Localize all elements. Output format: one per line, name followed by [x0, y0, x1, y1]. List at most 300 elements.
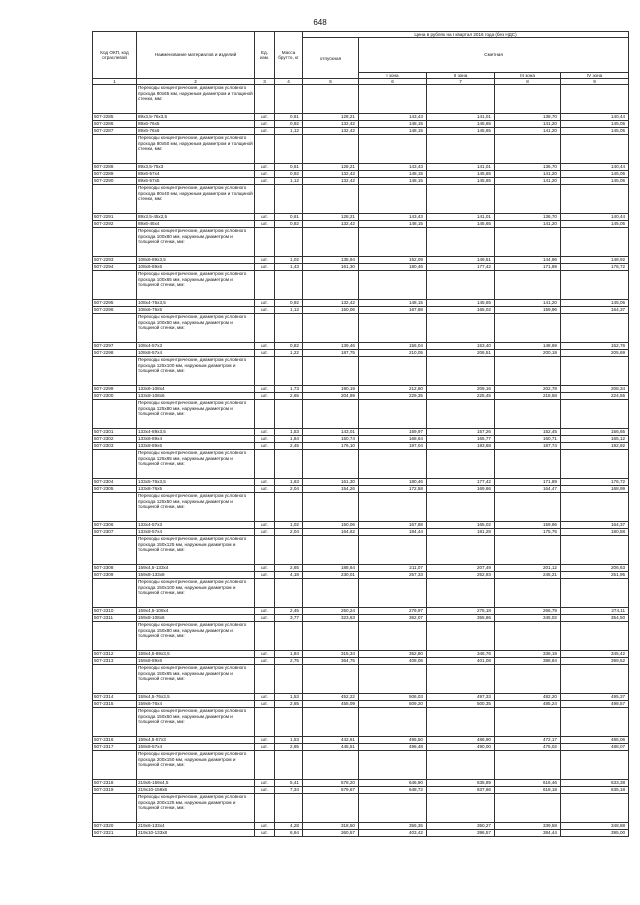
section-title: Переходы концентрические, диаметром условного прохода 125х50 мм, наружным диаметром и толщиной стенки, мм: [137, 493, 255, 522]
header-release: отпускная [303, 38, 359, 79]
row-code: 507-2301 [93, 429, 137, 436]
row-zone-4-price: 180,58 [561, 529, 629, 536]
row-mass: 5,41 [275, 780, 303, 787]
empty-cell [561, 536, 629, 565]
empty-cell [495, 579, 561, 608]
row-release-price: 132,42 [303, 121, 359, 128]
row-zone-2-price: 157,26 [427, 429, 495, 436]
row-zone-3-price: 388,84 [495, 658, 561, 665]
row-mass: 0,92 [275, 171, 303, 178]
header-unit: Ед. изм. [255, 32, 275, 79]
empty-cell [255, 185, 275, 214]
row-zone-1-price: 210,05 [359, 350, 427, 357]
row-mass: 1,02 [275, 257, 303, 264]
empty-cell [303, 228, 359, 257]
row-release-price: 364,75 [303, 658, 359, 665]
row-zone-4-price: 176,72 [561, 479, 629, 486]
row-mass: 3,77 [275, 615, 303, 622]
row-mass: 2,75 [275, 658, 303, 665]
table-row [93, 701, 629, 708]
row-zone-3-price: 141,20 [495, 221, 561, 228]
empty-cell [495, 271, 561, 300]
row-zone-4-price: 395,00 [561, 830, 629, 837]
section-row [93, 794, 629, 823]
row-unit: шт. [255, 443, 275, 450]
row-zone-1-price: 408,06 [359, 658, 427, 665]
empty-cell [303, 400, 359, 429]
row-code: 507-2303 [93, 443, 137, 450]
row-name: 133х5-76х3,5 [137, 479, 255, 486]
row-mass: 0,61 [275, 164, 303, 171]
row-zone-2-price: 490,00 [427, 744, 495, 751]
table-row [93, 522, 629, 529]
row-code: 507-2290 [93, 178, 137, 185]
row-mass: 7,34 [275, 787, 303, 794]
row-release-price: 132,42 [303, 221, 359, 228]
row-release-price: 154,26 [303, 486, 359, 493]
row-zone-2-price: 145,65 [427, 178, 495, 185]
row-zone-2-price: 350,27 [427, 823, 495, 830]
row-unit: шт. [255, 171, 275, 178]
row-code: 507-2311 [93, 615, 137, 622]
table-row [93, 300, 629, 307]
row-zone-4-price: 140,44 [561, 114, 629, 121]
row-mass: 0,61 [275, 214, 303, 221]
empty-cell [93, 185, 137, 214]
col-index: 8 [495, 79, 561, 85]
empty-cell [275, 85, 303, 114]
row-zone-4-price: 168,99 [561, 486, 629, 493]
section-title: Переходы концентрические, диаметром условного прохода 80х40 мм, наружным диаметром и толщиной стенки, мм: [137, 185, 255, 214]
empty-cell [93, 85, 137, 114]
row-name: 108х6-89х6 [137, 264, 255, 271]
table-row [93, 178, 629, 185]
row-zone-3-price: 472,17 [495, 737, 561, 744]
row-name: 219х10-159х6 [137, 787, 255, 794]
row-zone-2-price: 177,42 [427, 264, 495, 271]
empty-cell [561, 751, 629, 780]
empty-cell [359, 185, 427, 214]
row-zone-2-price: 141,01 [427, 164, 495, 171]
row-zone-1-price: 168,64 [359, 436, 427, 443]
row-zone-1-price: 152,09 [359, 257, 427, 264]
empty-cell [495, 450, 561, 479]
empty-cell [275, 708, 303, 737]
row-zone-1-price: 180,46 [359, 479, 427, 486]
row-unit: шт. [255, 694, 275, 701]
empty-cell [359, 228, 427, 257]
row-release-price: 132,42 [303, 128, 359, 135]
row-zone-3-price: 152,45 [495, 429, 561, 436]
row-mass: 1,63 [275, 479, 303, 486]
empty-cell [93, 622, 137, 651]
empty-cell [427, 450, 495, 479]
empty-cell [359, 400, 427, 429]
empty-cell [275, 493, 303, 522]
table-row [93, 121, 629, 128]
col-index: 5 [303, 79, 359, 85]
row-mass: 0,61 [275, 114, 303, 121]
row-zone-3-price: 175,75 [495, 529, 561, 536]
row-unit: шт. [255, 393, 275, 400]
row-unit: шт. [255, 744, 275, 751]
table-row [93, 486, 629, 493]
row-name: 89х3,5-75х3 [137, 164, 255, 171]
row-release-price: 128,21 [303, 164, 359, 171]
header-name: Наименование материалов и изделий [137, 32, 255, 79]
row-zone-1-price: 403,42 [359, 830, 427, 837]
row-zone-2-price: 193,68 [427, 443, 495, 450]
row-release-price: 150,06 [303, 307, 359, 314]
empty-cell [255, 579, 275, 608]
section-title: Переходы концентрические, диаметром условного прохода 100х80 мм, наружным диаметром и толщиной стенки, мм: [137, 228, 255, 257]
empty-cell [93, 493, 137, 522]
row-zone-3-price: 202,78 [495, 386, 561, 393]
empty-cell [303, 665, 359, 694]
row-zone-3-price: 164,47 [495, 486, 561, 493]
empty-cell [255, 314, 275, 343]
row-zone-4-price: 145,05 [561, 178, 629, 185]
table-row [93, 436, 629, 443]
row-name: 219х6-133х4 [137, 823, 255, 830]
row-zone-4-price: 224,55 [561, 393, 629, 400]
row-code: 507-2307 [93, 529, 137, 536]
row-name: 133х8-76х5 [137, 486, 255, 493]
empty-cell [275, 622, 303, 651]
empty-cell [303, 135, 359, 164]
empty-cell [255, 708, 275, 737]
row-zone-3-price: 136,70 [495, 164, 561, 171]
row-code: 507-2312 [93, 651, 137, 658]
row-code: 507-2286 [93, 121, 137, 128]
row-unit: шт. [255, 307, 275, 314]
row-name: 159х8-57х4 [137, 744, 255, 751]
empty-cell [561, 185, 629, 214]
row-zone-4-price: 152,76 [561, 343, 629, 350]
empty-cell [561, 493, 629, 522]
empty-cell [359, 450, 427, 479]
row-zone-1-price: 212,80 [359, 386, 427, 393]
row-zone-1-price: 184,44 [359, 529, 427, 536]
empty-cell [255, 400, 275, 429]
row-zone-1-price: 159,97 [359, 429, 427, 436]
row-zone-2-price: 177,42 [427, 479, 495, 486]
empty-cell [93, 536, 137, 565]
empty-cell [427, 400, 495, 429]
row-zone-3-price: 345,02 [495, 615, 561, 622]
table-row [93, 830, 629, 837]
row-zone-1-price: 509,20 [359, 701, 427, 708]
empty-cell [303, 622, 359, 651]
section-title: Переходы концентрические, диаметром условного прохода 125х65 мм, наружным диаметром и толщиной стенки, мм: [137, 450, 255, 479]
row-zone-3-price: 141,20 [495, 300, 561, 307]
row-zone-1-price: 646,90 [359, 780, 427, 787]
col-index: 7 [427, 79, 495, 85]
row-unit: шт. [255, 350, 275, 357]
row-mass: 1,84 [275, 651, 303, 658]
row-name: 219х6-159х4,5 [137, 780, 255, 787]
row-zone-4-price: 205,69 [561, 350, 629, 357]
row-zone-4-price: 140,44 [561, 214, 629, 221]
row-code: 507-2315 [93, 701, 137, 708]
row-zone-4-price: 145,05 [561, 221, 629, 228]
row-unit: шт. [255, 264, 275, 271]
row-code: 507-2320 [93, 823, 137, 830]
row-mass: 2,85 [275, 744, 303, 751]
row-zone-1-price: 156,04 [359, 343, 427, 350]
empty-cell [303, 751, 359, 780]
row-zone-2-price: 497,33 [427, 694, 495, 701]
table-row [93, 787, 629, 794]
empty-cell [303, 493, 359, 522]
row-zone-4-price: 140,44 [561, 164, 629, 171]
empty-cell [561, 228, 629, 257]
row-mass: 1,43 [275, 264, 303, 271]
row-mass: 2,65 [275, 565, 303, 572]
empty-cell [495, 708, 561, 737]
empty-cell [495, 665, 561, 694]
section-title: Переходы концентрические, диаметром условного прохода 100х50 мм, наружным диаметром и толщиной стенки, мм: [137, 314, 255, 343]
table-body [93, 85, 629, 837]
row-unit: шт. [255, 737, 275, 744]
table-row [93, 529, 629, 536]
row-release-price: 150,74 [303, 436, 359, 443]
table-row [93, 128, 629, 135]
row-zone-3-price: 141,20 [495, 121, 561, 128]
row-code: 507-2298 [93, 350, 137, 357]
empty-cell [359, 665, 427, 694]
row-code: 507-2299 [93, 386, 137, 393]
row-code: 507-2294 [93, 264, 137, 271]
empty-cell [303, 185, 359, 214]
row-name: 108х6-89х3,5 [137, 257, 255, 264]
row-zone-2-price: 209,16 [427, 386, 495, 393]
table-row [93, 658, 629, 665]
empty-cell [427, 85, 495, 114]
row-zone-3-price: 618,18 [495, 787, 561, 794]
row-mass: 6,94 [275, 830, 303, 837]
row-zone-1-price: 362,07 [359, 615, 427, 622]
row-code: 507-2291 [93, 214, 137, 221]
row-code: 507-2285 [93, 114, 137, 121]
row-code: 507-2318 [93, 780, 137, 787]
row-zone-4-price: 156,65 [561, 429, 629, 436]
row-zone-4-price: 176,72 [561, 264, 629, 271]
row-zone-1-price: 180,46 [359, 264, 427, 271]
row-release-price: 445,51 [303, 744, 359, 751]
row-name: 133х6-108х4 [137, 386, 255, 393]
row-zone-3-price: 339,58 [495, 823, 561, 830]
row-code: 507-2305 [93, 486, 137, 493]
empty-cell [93, 357, 137, 386]
row-unit: шт. [255, 128, 275, 135]
row-zone-1-price: 148,15 [359, 171, 427, 178]
table-row [93, 171, 629, 178]
empty-cell [561, 665, 629, 694]
row-release-price: 135,94 [303, 257, 359, 264]
row-code: 507-2309 [93, 572, 137, 579]
empty-cell [303, 579, 359, 608]
row-code: 507-2296 [93, 307, 137, 314]
row-zone-3-price: 141,20 [495, 171, 561, 178]
row-unit: шт. [255, 386, 275, 393]
empty-cell [255, 751, 275, 780]
row-name: 133х8-89х6 [137, 443, 255, 450]
empty-cell [495, 85, 561, 114]
row-unit: шт. [255, 608, 275, 615]
empty-cell [93, 314, 137, 343]
row-zone-3-price: 148,69 [495, 343, 561, 350]
row-name: 133х4-57х3 [137, 522, 255, 529]
empty-cell [359, 314, 427, 343]
row-unit: шт. [255, 300, 275, 307]
row-zone-3-price: 200,19 [495, 350, 561, 357]
table-row [93, 565, 629, 572]
table-row [93, 221, 629, 228]
empty-cell [275, 357, 303, 386]
empty-cell [255, 450, 275, 479]
row-name: 159х8-89х6 [137, 658, 255, 665]
empty-cell [275, 400, 303, 429]
row-mass: 2,45 [275, 608, 303, 615]
section-title: Переходы концентрические, диаметром условного прохода 125х100 мм, наружным диаметром и толщиной стенки, мм: [137, 357, 255, 386]
row-release-price: 360,57 [303, 830, 359, 837]
empty-cell [495, 751, 561, 780]
row-release-price: 578,20 [303, 780, 359, 787]
row-zone-2-price: 141,01 [427, 114, 495, 121]
row-name: 159х4,5-57х3 [137, 737, 255, 744]
empty-cell [359, 135, 427, 164]
empty-cell [427, 135, 495, 164]
row-zone-2-price: 141,01 [427, 214, 495, 221]
empty-cell [275, 579, 303, 608]
row-zone-2-price: 145,65 [427, 121, 495, 128]
row-zone-4-price: 633,38 [561, 780, 629, 787]
row-zone-3-price: 336,19 [495, 651, 561, 658]
section-title: Переходы концентрические, диаметром условного прохода 150х65 мм, наружным диаметром и толщиной стенки, мм: [137, 665, 255, 694]
section-title: Переходы концентрические, диаметром условного прохода 125х80 мм, наружным диаметром и толщиной стенки, мм: [137, 400, 255, 429]
section-row [93, 357, 629, 386]
row-mass: 1,02 [275, 522, 303, 529]
empty-cell [255, 536, 275, 565]
empty-cell [427, 622, 495, 651]
row-zone-1-price: 143,43 [359, 214, 427, 221]
row-mass: 4,28 [275, 823, 303, 830]
header-estimate: Сметная [359, 38, 629, 72]
row-code: 507-2289 [93, 171, 137, 178]
row-name: 159х8-108х6 [137, 615, 255, 622]
section-title: Переходы концентрические, диаметром условного прохода 200х150 мм, наружным диаметром и толщиной стенки, мм: [137, 751, 255, 780]
section-row [93, 450, 629, 479]
row-mass: 2,65 [275, 393, 303, 400]
row-zone-2-price: 637,66 [427, 787, 495, 794]
row-mass: 1,84 [275, 436, 303, 443]
row-zone-3-price: 171,89 [495, 264, 561, 271]
row-unit: шт. [255, 221, 275, 228]
row-release-price: 161,30 [303, 264, 359, 271]
empty-cell [303, 314, 359, 343]
empty-cell [359, 708, 427, 737]
row-zone-3-price: 136,70 [495, 214, 561, 221]
row-release-price: 164,62 [303, 529, 359, 536]
row-code: 507-2306 [93, 522, 137, 529]
row-zone-2-price: 165,02 [427, 307, 495, 314]
row-mass: 0,92 [275, 121, 303, 128]
empty-cell [255, 135, 275, 164]
row-mass: 2,04 [275, 486, 303, 493]
section-title: Переходы концентрические, диаметром условного прохода 150х125 мм, наружным диаметром и толщиной стенки, мм: [137, 536, 255, 565]
row-name: 133х8-57х4 [137, 529, 255, 536]
row-code: 507-2314 [93, 694, 137, 701]
row-zone-3-price: 141,20 [495, 128, 561, 135]
empty-cell [495, 314, 561, 343]
row-release-price: 143,01 [303, 429, 359, 436]
row-mass: 2,65 [275, 701, 303, 708]
section-row [93, 400, 629, 429]
empty-cell [561, 708, 629, 737]
row-unit: шт. [255, 651, 275, 658]
row-code: 507-2319 [93, 787, 137, 794]
empty-cell [561, 622, 629, 651]
row-name: 159х4,5-108х4 [137, 608, 255, 615]
empty-cell [495, 536, 561, 565]
row-name: 133х8-108х6 [137, 393, 255, 400]
row-mass: 1,12 [275, 178, 303, 185]
empty-cell [561, 357, 629, 386]
row-unit: шт. [255, 343, 275, 350]
row-zone-2-price: 396,57 [427, 830, 495, 837]
row-code: 507-2308 [93, 565, 137, 572]
empty-cell [495, 185, 561, 214]
empty-cell [275, 185, 303, 214]
empty-cell [303, 536, 359, 565]
row-zone-1-price: 148,15 [359, 221, 427, 228]
section-row [93, 708, 629, 737]
row-name: 159х4,5-89х3,5 [137, 651, 255, 658]
row-zone-1-price: 167,88 [359, 522, 427, 529]
row-release-price: 150,06 [303, 522, 359, 529]
empty-cell [427, 708, 495, 737]
row-zone-1-price: 211,07 [359, 565, 427, 572]
row-zone-3-price: 138,70 [495, 114, 561, 121]
header-mass: Масса брутто, кг [275, 32, 303, 79]
row-name: 89х6-76х5 [137, 121, 255, 128]
empty-cell [359, 794, 427, 823]
empty-cell [561, 314, 629, 343]
section-title: Переходы концентрические, диаметром условного прохода 150х50 мм, наружным диаметром и толщиной стенки, мм: [137, 708, 255, 737]
row-release-price: 128,21 [303, 114, 359, 121]
row-mass: 1,12 [275, 307, 303, 314]
row-zone-4-price: 192,92 [561, 443, 629, 450]
row-code: 507-2316 [93, 737, 137, 744]
row-zone-4-price: 145,05 [561, 300, 629, 307]
row-unit: шт. [255, 257, 275, 264]
row-unit: шт. [255, 787, 275, 794]
empty-cell [561, 85, 629, 114]
row-name: 89х6-57х5 [137, 178, 255, 185]
row-unit: шт. [255, 701, 275, 708]
row-mass: 1,53 [275, 737, 303, 744]
row-zone-1-price: 148,15 [359, 300, 427, 307]
row-zone-3-price: 159,96 [495, 522, 561, 529]
empty-cell [359, 579, 427, 608]
row-zone-4-price: 399,52 [561, 658, 629, 665]
row-zone-4-price: 164,37 [561, 307, 629, 314]
row-release-price: 230,01 [303, 572, 359, 579]
row-zone-2-price: 165,02 [427, 522, 495, 529]
row-release-price: 442,61 [303, 737, 359, 744]
row-unit: шт. [255, 780, 275, 787]
